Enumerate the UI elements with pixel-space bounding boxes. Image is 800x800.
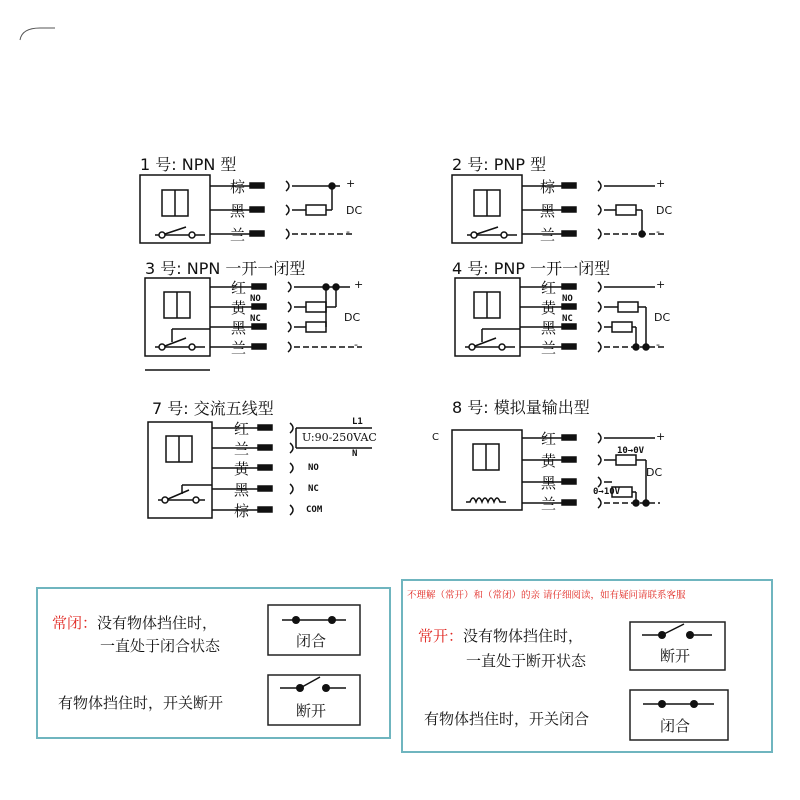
diagram-3-wire-red: 红: [231, 279, 247, 297]
diagram-2-wire-brown: 棕: [540, 178, 556, 196]
diagram-8-wire-red: 红: [541, 430, 557, 448]
diagram-1-title: 1 号: NPN 型: [140, 155, 237, 174]
legend-left-frame: [37, 588, 390, 738]
diagram-2-lines: [452, 175, 665, 243]
diagram-8-wire-black: 黑: [541, 474, 557, 492]
diagram-8-range-1: 10→0V: [617, 446, 645, 456]
legend-left-line3: 有物体挡住时，开关断开: [58, 694, 224, 712]
diagram-3-no-label: NO: [250, 294, 261, 304]
diagram-8-wire-yellow: 黄: [541, 452, 557, 470]
diagram-2-title: 2 号: PNP 型: [452, 155, 547, 174]
diagram-3-minus: -: [354, 338, 358, 351]
diagram-8-range-2: 0→10V: [593, 487, 621, 497]
diagram-7-nc: NC: [308, 484, 319, 494]
diagram-7-com: COM: [306, 505, 323, 515]
legend-left-line1-text: 没有物体挡住时，: [97, 614, 218, 632]
diagram-2-wire-blue: 兰: [540, 226, 556, 244]
diagram-7-voltage: U:90-250VAC: [302, 431, 377, 444]
diagram-7-wire-yellow: 黄: [234, 460, 250, 478]
diagram-8-side-label: C: [432, 432, 439, 443]
diagram-3-dc: DC: [344, 311, 361, 324]
diagram-7-wire-brown: 棕: [234, 502, 250, 520]
diagram-7-no: NO: [308, 463, 319, 473]
legend-left-state-closed: 闭合: [296, 632, 327, 650]
normally-closed-term: 常闭：: [52, 614, 98, 632]
legend-right-state-closed: 闭合: [660, 717, 691, 735]
diagram-4-wire-red: 红: [541, 279, 557, 297]
diagram-3-wire-yellow: 黄: [231, 299, 247, 317]
diagram-1-minus: -: [346, 225, 350, 238]
legend-left-line2: 一直处于闭合状态: [100, 637, 221, 655]
diagram-4-title: 4 号: PNP 一开一闭型: [452, 259, 611, 278]
diagram-3-nc-label: NC: [250, 314, 261, 324]
legend-right-line1: [418, 625, 583, 646]
diagram-8-dc: DC: [646, 466, 663, 479]
diagram-2-dc: DC: [656, 204, 673, 217]
legend-right-notice: 不理解（常开）和（常闭）的亲 请仔细阅读，如有疑问请联系客服: [407, 590, 686, 601]
diagram-2-minus: -: [656, 225, 660, 238]
diagram-1-wire-blue: 兰: [230, 226, 246, 244]
diagram-3-plus: +: [354, 278, 364, 291]
diagram-1-wire-black: 黑: [230, 202, 246, 220]
diagram-4-wire-yellow: 黄: [541, 299, 557, 317]
diagram-4-no-label: NO: [562, 294, 573, 304]
diagram-1-plus: +: [346, 177, 356, 190]
diagram-8-plus: +: [656, 430, 666, 443]
diagram-8-wire-blue: 兰: [541, 495, 557, 513]
diagram-3-wire-blue: 兰: [231, 339, 247, 357]
diagram-8-title: 8 号: 模拟量输出型: [452, 398, 590, 417]
diagram-1-wire-brown: 棕: [230, 178, 246, 196]
legend-right-line3: 有物体挡住时，开关闭合: [424, 710, 590, 728]
diagram-7-wire-blue: 兰: [234, 440, 250, 458]
legend-right-line2: 一直处于断开状态: [466, 652, 587, 670]
diagram-4-lines: [455, 278, 665, 356]
diagram-1-dc: DC: [346, 204, 363, 217]
diagram-2-wire-black: 黑: [540, 202, 556, 220]
diagram-4-nc-label: NC: [562, 314, 573, 324]
diagram-7-wire-black: 黑: [234, 481, 250, 499]
diagram-7-title: 7 号: 交流五线型: [152, 399, 274, 418]
diagram-4-dc: DC: [654, 311, 671, 324]
diagram-7-n: N: [352, 449, 358, 459]
diagram-3-lines: [145, 278, 362, 370]
diagram-7-l1: L1: [352, 417, 363, 427]
diagram-3-wire-black: 黑: [231, 319, 247, 337]
diagram-4-plus: +: [656, 278, 666, 291]
diagram-7-wire-red: 红: [234, 420, 250, 438]
legend-right-state-open: 断开: [660, 647, 691, 665]
legend-left-state-open: 断开: [296, 702, 327, 720]
diagram-2-plus: +: [656, 177, 666, 190]
diagram-4-minus: -: [656, 338, 660, 351]
normally-open-term: 常开：: [418, 627, 464, 645]
diagram-3-title: 3 号: NPN 一开一闭型: [145, 259, 306, 278]
legend-left-line1: [52, 612, 217, 633]
diagram-4-wire-blue: 兰: [541, 339, 557, 357]
legend-right-line1-text: 没有物体挡住时，: [463, 627, 584, 645]
diagram-4-wire-black: 黑: [541, 319, 557, 337]
diagram-1-lines: [140, 175, 355, 243]
